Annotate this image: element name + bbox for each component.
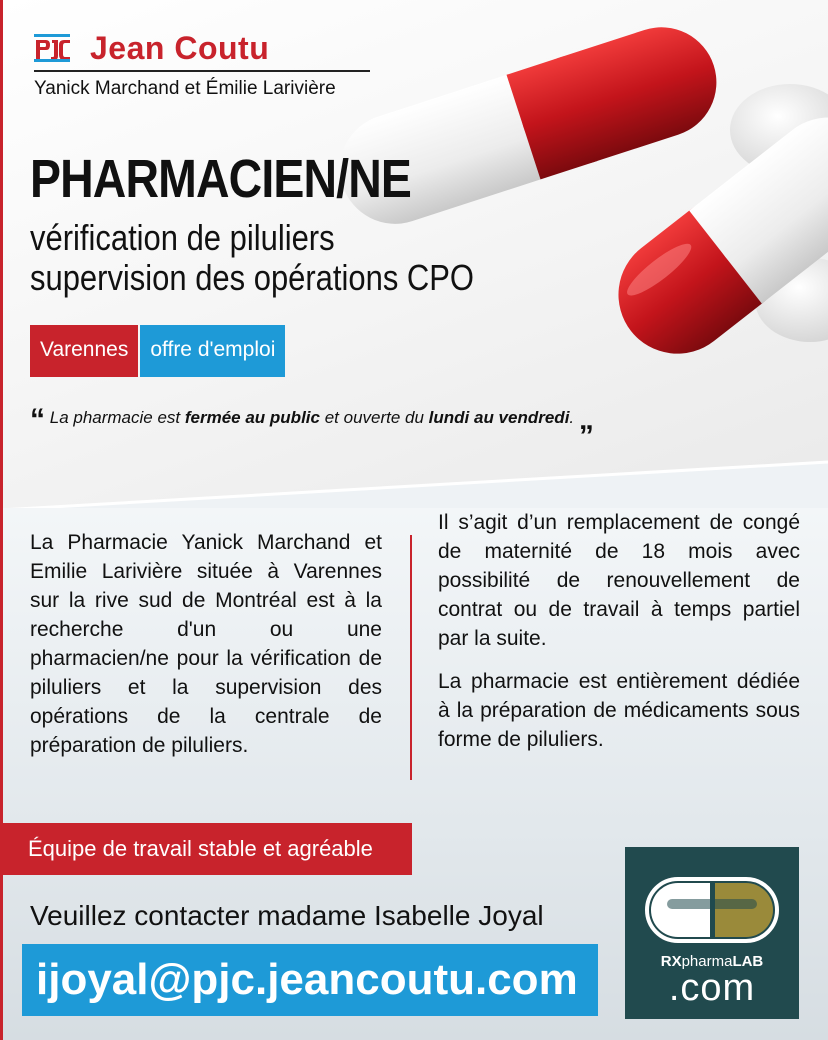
contract-paragraph: Il s’agit d’un remplacement de congé de maternité de 18 mois avec possibilité de renouvellement de contrat ou de travail à temps partiel par la suite. [438, 511, 800, 650]
quote-text-1: La pharmacie est [49, 408, 185, 427]
description-right-column [438, 508, 800, 768]
opening-hours-quote [30, 403, 594, 437]
offer-type-tag: offre d'emploi [140, 325, 285, 377]
capsule-logo-icon [645, 875, 779, 945]
owners-name: Yanick Marchand et Émilie Larivière [34, 78, 336, 99]
rxpharmalab-domain: .com [668, 967, 756, 1009]
brand-name: Jean Coutu [90, 30, 270, 66]
team-banner: Équipe de travail stable et agréable [0, 823, 412, 875]
quote-text-2: et ouverte du [319, 408, 429, 427]
subtitle-line-2: supervision des opérations CPO [30, 257, 475, 298]
subtitle-line-1: vérification de piluliers [30, 217, 335, 258]
job-subtitle [30, 218, 474, 298]
description-left-column [30, 528, 382, 760]
left-edge-stripe [0, 0, 3, 1040]
column-divider [410, 535, 412, 780]
logo-underline [34, 70, 370, 72]
job-title: PHARMACIEN/NE [30, 149, 412, 209]
description-paragraph: La Pharmacie Yanick Marchand et Emilie Larivière située à Varennes sur la rive sud de Montréal est à la recherche d'un ou une pharmacien/ne pour la vérification de piluliers et la supervision des opérations de la centrale de préparation de piluliers. [30, 531, 382, 757]
rx-part-3: LAB [732, 953, 764, 970]
pharmacy-paragraph: La pharmacie est entièrement dédiée à la préparation de médicaments sous forme de piluliers. [438, 670, 800, 751]
quote-open-mark: “ [30, 403, 45, 436]
rx-part-2: pharma [681, 953, 733, 970]
quote-bold-1: fermée au public [184, 408, 320, 427]
pjc-logo-icon [34, 34, 70, 62]
contact-email-link[interactable]: ijoyal@pjc.jeancoutu.com [22, 944, 598, 1016]
location-tag: Varennes [30, 325, 138, 377]
quote-text-3: . [569, 408, 575, 427]
quote-close-mark: „ [578, 403, 594, 436]
rx-part-1: RX [660, 953, 682, 970]
tag-group [30, 325, 285, 377]
rxpharmalab-logo [625, 847, 799, 1019]
contact-text: Veuillez contacter madame Isabelle Joyal [30, 900, 544, 931]
quote-bold-2: lundi au vendredi [428, 408, 570, 427]
